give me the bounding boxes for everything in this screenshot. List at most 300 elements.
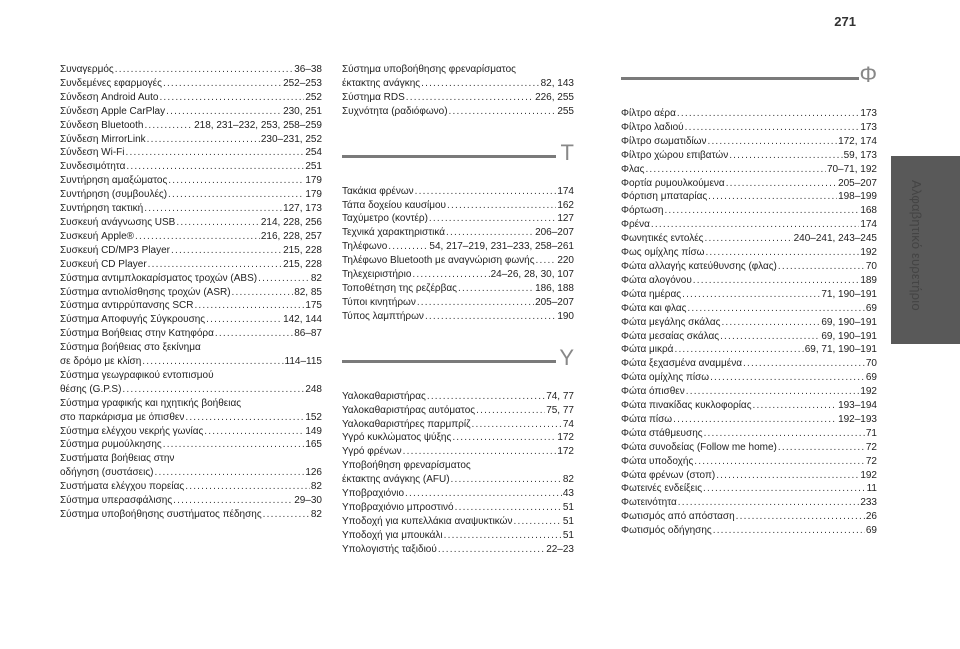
entry-term: Ταχύμετρο (κοντέρ) bbox=[342, 213, 428, 225]
dot-leader bbox=[159, 91, 304, 105]
entry-pages: 233 bbox=[860, 497, 877, 509]
entry-term: Φώτα ξεχασμένα αναμμένα bbox=[621, 358, 742, 370]
index-entry bbox=[621, 385, 877, 399]
index-entry bbox=[621, 496, 877, 510]
entry-pages: 69, 190–191 bbox=[821, 330, 877, 342]
entry-pages: 152 bbox=[305, 411, 322, 423]
index-entry bbox=[621, 246, 877, 260]
index-entry bbox=[342, 185, 574, 199]
index-entry bbox=[342, 390, 574, 404]
entry-term: θέσης (G.P.S) bbox=[60, 383, 122, 395]
entry-pages: 252 bbox=[305, 91, 322, 103]
dot-leader bbox=[476, 404, 545, 418]
index-entry bbox=[342, 296, 574, 310]
dot-leader bbox=[685, 121, 860, 135]
entry-term: Υποδοχή για κυπελλάκια αναψυκτικών bbox=[342, 515, 513, 527]
dot-leader bbox=[173, 494, 293, 508]
section-tab bbox=[891, 156, 960, 344]
entry-pages: 255 bbox=[557, 105, 574, 117]
index-entry bbox=[621, 427, 877, 441]
entry-pages: 22–23 bbox=[546, 543, 574, 555]
entry-pages: 251 bbox=[305, 161, 322, 173]
entry-term: οδήγηση (συστάσεις) bbox=[60, 467, 154, 479]
entry-term: Συσκευή CD/MP3 Player bbox=[60, 244, 170, 256]
entry-term: Υαλοκαθαριστήρας αυτόματος bbox=[342, 404, 476, 416]
entry-list bbox=[342, 63, 574, 119]
dot-leader bbox=[729, 149, 842, 163]
index-entry bbox=[60, 425, 322, 439]
entry-pages: 71, 190–191 bbox=[821, 288, 877, 300]
entry-pages: 82, 143 bbox=[540, 77, 574, 89]
entry-pages: 127, 173 bbox=[283, 203, 322, 215]
dot-leader bbox=[686, 385, 860, 399]
entry-term: Φίλτρο χώρου επιβατών bbox=[621, 149, 729, 161]
entry-pages: 69, 190–191 bbox=[821, 316, 877, 328]
dot-leader bbox=[704, 427, 865, 441]
dot-leader bbox=[185, 411, 304, 425]
dot-leader bbox=[677, 107, 859, 121]
entry-term: Τάπα δοχείου καυσίμου bbox=[342, 199, 447, 211]
index-entry bbox=[60, 286, 322, 300]
index-entry bbox=[621, 455, 877, 469]
entry-pages: 173 bbox=[860, 121, 877, 133]
entry-term: Φώτα όπισθεν bbox=[621, 386, 685, 398]
entry-pages: 82 bbox=[310, 481, 322, 493]
entry-term: Φως ομίχλης πίσω bbox=[621, 247, 705, 259]
index-entry bbox=[60, 188, 322, 202]
dot-leader bbox=[753, 399, 838, 413]
dot-leader bbox=[403, 445, 557, 459]
entry-term: Φώτα μικρά bbox=[621, 344, 674, 356]
entry-term: Φώτα πίσω bbox=[621, 413, 673, 425]
entry-pages: 51 bbox=[562, 515, 574, 527]
dot-leader bbox=[185, 480, 310, 494]
index-entry bbox=[621, 121, 877, 135]
dot-leader bbox=[171, 244, 282, 258]
index-entry-heading: Σύστημα υποβοήθησης φρεναρίσματος bbox=[342, 64, 516, 75]
index-entry bbox=[342, 212, 574, 226]
entry-pages: 175 bbox=[305, 300, 322, 312]
entry-pages: 74 bbox=[562, 418, 574, 430]
index-entry bbox=[621, 163, 877, 177]
entry-list bbox=[342, 390, 574, 557]
dot-leader bbox=[168, 188, 304, 202]
entry-term: Φώτα στάθμευσης bbox=[621, 427, 703, 439]
index-entry bbox=[621, 469, 877, 483]
entry-pages: 192 bbox=[860, 386, 877, 398]
entry-pages: 172 bbox=[557, 446, 574, 458]
index-entry bbox=[60, 160, 322, 174]
index-entry bbox=[621, 274, 877, 288]
entry-pages: 72 bbox=[865, 455, 877, 467]
index-entry bbox=[60, 411, 322, 425]
entry-pages: 214, 228, 256 bbox=[260, 216, 322, 228]
dot-leader bbox=[710, 371, 865, 385]
entry-term: Σύστημα αντιρρύπανσης SCR bbox=[60, 300, 194, 312]
entry-pages: 193–194 bbox=[838, 400, 877, 412]
index-entry bbox=[60, 202, 322, 216]
dot-leader bbox=[148, 258, 282, 272]
entry-pages: 51 bbox=[562, 501, 574, 513]
index-entry bbox=[342, 254, 574, 268]
entry-term: Υποβραχιόνιο μπροστινό bbox=[342, 501, 454, 513]
index-entry bbox=[342, 77, 574, 91]
entry-term: έκτακτης ανάγκης bbox=[342, 77, 421, 89]
entry-pages: 69 bbox=[865, 302, 877, 314]
index-entry bbox=[621, 357, 877, 371]
entry-pages: 215, 228 bbox=[283, 244, 322, 256]
index-entry bbox=[60, 383, 322, 397]
entry-term: Φίλτρο λαδιού bbox=[621, 121, 684, 133]
index-entry bbox=[621, 107, 877, 121]
entry-term: Σύνδεση Wi-Fi bbox=[60, 147, 125, 159]
entry-list bbox=[621, 107, 877, 538]
entry-pages: 252–253 bbox=[283, 77, 322, 89]
dot-leader bbox=[716, 469, 859, 483]
entry-pages: 173 bbox=[860, 108, 877, 119]
letter-phi: Φ bbox=[859, 62, 877, 87]
entry-pages: 218, 231–232, 253, 258–259 bbox=[194, 119, 322, 131]
entry-pages: 82, 85 bbox=[294, 286, 322, 298]
entry-pages: 127 bbox=[557, 213, 574, 225]
dot-leader bbox=[421, 77, 540, 91]
entry-term: Φώτα ημέρας bbox=[621, 288, 682, 300]
index-entry bbox=[621, 135, 877, 149]
index-entry bbox=[342, 529, 574, 543]
entry-term: Φόρτιση μπαταρίας bbox=[621, 191, 708, 203]
index-column-1 bbox=[60, 63, 322, 522]
entry-pages: 114–115 bbox=[284, 356, 322, 368]
entry-term: Σύστημα ρυμούλκησης bbox=[60, 439, 162, 451]
entry-pages: 70–71, 192 bbox=[826, 163, 877, 175]
entry-term: Σύστημα Αποφυγής Σύγκρουσης bbox=[60, 314, 206, 326]
entry-pages: 82 bbox=[310, 509, 322, 520]
entry-pages: 172, 174 bbox=[838, 135, 877, 147]
entry-pages: 24–26, 28, 30, 107 bbox=[490, 269, 574, 281]
index-entry-heading: Σύστημα γεωγραφικού εντοπισμού bbox=[60, 369, 214, 381]
entry-pages: 82 bbox=[310, 272, 322, 284]
index-entry bbox=[342, 515, 574, 529]
dot-leader bbox=[166, 105, 282, 119]
dot-leader bbox=[168, 174, 304, 188]
index-entry bbox=[342, 501, 574, 515]
index-entry bbox=[60, 105, 322, 119]
entry-term: Συναγερμός bbox=[60, 64, 114, 75]
index-entry bbox=[60, 216, 322, 230]
index-entry bbox=[60, 327, 322, 341]
index-entry bbox=[621, 260, 877, 274]
entry-pages: 254 bbox=[305, 147, 322, 159]
entry-term: Συχνότητα (ραδιόφωνο) bbox=[342, 105, 448, 117]
dot-leader bbox=[703, 482, 866, 496]
header-rule bbox=[342, 155, 556, 158]
entry-term: Συνδεμένες εφαρμογές bbox=[60, 77, 162, 89]
entry-term: Τηλέφωνο Bluetooth με αναγνώριση φωνής bbox=[342, 255, 535, 267]
entry-pages: 126 bbox=[305, 467, 322, 479]
index-entry bbox=[60, 63, 322, 77]
entry-pages: 179 bbox=[305, 189, 322, 201]
dot-leader bbox=[412, 268, 489, 282]
entry-term: Φώτα ομίχλης πίσω bbox=[621, 372, 710, 384]
entry-pages: 86–87 bbox=[294, 328, 322, 340]
index-entry bbox=[342, 418, 574, 432]
dot-leader bbox=[778, 441, 865, 455]
index-entry bbox=[60, 244, 322, 258]
dot-leader bbox=[682, 288, 820, 302]
index-entry bbox=[60, 494, 322, 508]
entry-term: Φλας bbox=[621, 163, 645, 175]
dot-leader bbox=[721, 316, 820, 330]
index-entry-heading: Σύστημα βοήθειας στο ξεκίνημα bbox=[60, 342, 201, 354]
entry-term: Φώτα συνοδείας (Follow me home) bbox=[621, 441, 777, 453]
page-number: 271 bbox=[834, 14, 856, 29]
entry-term: Υποδοχή για μπουκάλι bbox=[342, 529, 443, 541]
dot-leader bbox=[427, 390, 545, 404]
index-entry bbox=[342, 487, 574, 501]
index-column-2 bbox=[342, 63, 574, 557]
index-entry bbox=[60, 174, 322, 188]
entry-pages: 192 bbox=[860, 469, 877, 481]
dot-leader bbox=[415, 185, 557, 199]
dot-leader bbox=[449, 105, 557, 119]
index-entry bbox=[60, 258, 322, 272]
entry-term: Φόρτωση bbox=[621, 205, 664, 217]
dot-leader bbox=[147, 133, 260, 147]
index-entry bbox=[342, 404, 574, 418]
index-entry bbox=[621, 330, 877, 344]
entry-term: Συντήρηση αμαξώματος bbox=[60, 175, 168, 187]
dot-leader bbox=[204, 425, 304, 439]
dot-leader bbox=[444, 529, 562, 543]
index-entry bbox=[621, 482, 877, 496]
entry-term: Σύστημα υπερασφάλισης bbox=[60, 495, 173, 507]
entry-term: Τακάκια φρένων bbox=[342, 185, 414, 197]
entry-pages: 205–207 bbox=[838, 177, 877, 189]
dot-leader bbox=[388, 240, 428, 254]
dot-leader bbox=[115, 63, 293, 77]
entry-pages: 59, 173 bbox=[843, 149, 877, 161]
index-entry bbox=[60, 91, 322, 105]
entry-term: Συντήρηση τακτική bbox=[60, 203, 144, 215]
dot-leader bbox=[142, 355, 283, 369]
dot-leader bbox=[705, 246, 859, 260]
entry-pages: 43 bbox=[562, 488, 574, 500]
entry-pages: 226, 255 bbox=[535, 91, 574, 103]
dot-leader bbox=[446, 226, 534, 240]
entry-term: Τύπος λαμπτήρων bbox=[342, 310, 424, 322]
index-entry bbox=[342, 282, 574, 296]
dot-leader bbox=[726, 177, 837, 191]
index-entry bbox=[342, 445, 574, 459]
dot-leader bbox=[417, 296, 534, 310]
entry-term: Σύστημα αντιμπλοκαρίσματος τροχών (ABS) bbox=[60, 272, 258, 284]
dot-leader bbox=[155, 466, 305, 480]
dot-leader bbox=[438, 543, 545, 557]
index-entry-heading: Σύστημα γραφικής και ηχητικής βοήθειας bbox=[60, 397, 242, 409]
dot-leader bbox=[135, 230, 260, 244]
index-entry bbox=[60, 313, 322, 327]
index-entry bbox=[60, 230, 322, 244]
letter-header-upsilon bbox=[342, 334, 574, 386]
entry-pages: 179 bbox=[305, 175, 322, 187]
index-entry bbox=[60, 272, 322, 286]
index-entry bbox=[621, 232, 877, 246]
dot-leader bbox=[536, 254, 557, 268]
index-entry bbox=[342, 240, 574, 254]
entry-term: Σύνδεση MirrorLink bbox=[60, 133, 146, 145]
entry-pages: 70 bbox=[865, 260, 877, 272]
entry-term: σε δρόμο με κλίση bbox=[60, 356, 142, 368]
index-entry bbox=[60, 508, 322, 522]
index-entry bbox=[621, 288, 877, 302]
section-label: Αλφαβητικό ευρετήριο bbox=[909, 180, 924, 311]
entry-pages: 216, 228, 257 bbox=[260, 230, 322, 242]
dot-leader bbox=[664, 204, 859, 218]
dot-leader bbox=[406, 91, 534, 105]
entry-pages: 240–241, 243–245 bbox=[793, 233, 877, 245]
dot-leader bbox=[705, 232, 793, 246]
entry-pages: 172 bbox=[557, 432, 574, 444]
entry-term: Φώτα και φλας bbox=[621, 302, 687, 314]
entry-term: Φωτισμός από απόσταση bbox=[621, 511, 735, 523]
entry-term: Σύνδεση Apple CarPlay bbox=[60, 105, 166, 117]
entry-term: Σύστημα υποβοήθησης συστήματος πέδησης bbox=[60, 509, 262, 520]
entry-pages: 174 bbox=[557, 185, 574, 197]
entry-term: Υπολογιστής ταξιδιού bbox=[342, 543, 437, 555]
entry-term: Φώτα πινακίδας κυκλοφορίας bbox=[621, 400, 752, 412]
dot-leader bbox=[455, 501, 562, 515]
letter-upsilon: Υ bbox=[559, 344, 574, 370]
entry-term: Φωτεινές ενδείξεις bbox=[621, 483, 703, 495]
entry-term: Φώτα μεσαίας σκάλας bbox=[621, 330, 720, 342]
entry-term: Συσκευή CD Player bbox=[60, 258, 147, 270]
dot-leader bbox=[176, 216, 259, 230]
index-entry bbox=[342, 226, 574, 240]
dot-leader bbox=[144, 202, 282, 216]
index-entry bbox=[621, 441, 877, 455]
entry-term: Φίλτρο σωματιδίων bbox=[621, 135, 707, 147]
letter-tau: Τ bbox=[560, 139, 574, 165]
entry-term: Υγρό κυκλώματος ψύξης bbox=[342, 432, 452, 444]
index-entry bbox=[621, 190, 877, 204]
entry-pages: 69, 71, 190–191 bbox=[804, 344, 877, 356]
dot-leader bbox=[126, 160, 304, 174]
index-entry bbox=[621, 177, 877, 191]
index-entry bbox=[342, 431, 574, 445]
header-rule bbox=[621, 77, 859, 80]
entry-pages: 11 bbox=[866, 483, 877, 495]
entry-term: Σύστημα ελέγχου νεκρής γωνίας bbox=[60, 425, 204, 437]
dot-leader bbox=[194, 299, 304, 313]
entry-pages: 230–231, 252 bbox=[260, 133, 322, 145]
dot-leader bbox=[452, 431, 556, 445]
index-entry bbox=[342, 543, 574, 557]
index-entry bbox=[342, 199, 574, 213]
entry-pages: 36–38 bbox=[294, 64, 322, 75]
entry-term: Συσκευή Apple® bbox=[60, 230, 135, 242]
entry-list bbox=[60, 63, 322, 522]
index-entry bbox=[342, 91, 574, 105]
entry-pages: 82 bbox=[562, 474, 574, 486]
dot-leader bbox=[163, 77, 282, 91]
dot-leader bbox=[425, 310, 556, 324]
dot-leader bbox=[678, 496, 860, 510]
index-entry-heading: Υποβοήθηση φρεναρίσματος bbox=[342, 460, 471, 472]
dot-leader bbox=[263, 508, 310, 522]
entry-term: Φώτα φρένων (στοπ) bbox=[621, 469, 716, 481]
dot-leader bbox=[451, 473, 562, 487]
entry-pages: 162 bbox=[557, 199, 574, 211]
entry-term: Σύνδεση Bluetooth bbox=[60, 119, 144, 131]
entry-term: Σύστημα Βοήθειας στην Κατηφόρα bbox=[60, 328, 214, 340]
dot-leader bbox=[122, 383, 304, 397]
dot-leader bbox=[707, 135, 837, 149]
index-entry bbox=[60, 299, 322, 313]
index-column-3 bbox=[621, 63, 877, 538]
dot-leader bbox=[513, 515, 561, 529]
entry-term: Σύνδεση Android Auto bbox=[60, 91, 159, 103]
dot-leader bbox=[447, 199, 556, 213]
entry-pages: 248 bbox=[305, 383, 322, 395]
index-entry bbox=[60, 119, 322, 133]
entry-list bbox=[342, 185, 574, 324]
entry-term: Σύστημα RDS bbox=[342, 91, 405, 103]
entry-pages: 142, 144 bbox=[283, 314, 322, 326]
entry-term: Υαλοκαθαριστήρες παρμπρίζ bbox=[342, 418, 471, 430]
dot-leader bbox=[405, 487, 562, 501]
index-entry bbox=[621, 302, 877, 316]
entry-term: Υγρό φρένων bbox=[342, 446, 402, 458]
entry-term: Φορτία ρυμουλκούμενα bbox=[621, 177, 725, 189]
index-entry bbox=[621, 316, 877, 330]
entry-term: Φώτα μεγάλης σκάλας bbox=[621, 316, 721, 328]
dot-leader bbox=[713, 524, 865, 538]
index-entry bbox=[60, 480, 322, 494]
dot-leader bbox=[694, 455, 865, 469]
entry-pages: 230, 251 bbox=[283, 105, 322, 117]
entry-term: Τηλεχειριστήριο bbox=[342, 269, 412, 281]
dot-leader bbox=[651, 218, 859, 232]
index-entry bbox=[621, 413, 877, 427]
index-entry bbox=[60, 77, 322, 91]
entry-term: Τεχνικά χαρακτηριστικά bbox=[342, 227, 446, 239]
entry-pages: 192–193 bbox=[838, 413, 877, 425]
index-entry bbox=[60, 438, 322, 452]
index-entry bbox=[621, 149, 877, 163]
index-entry bbox=[621, 343, 877, 357]
entry-term: Υαλοκαθαριστήρας bbox=[342, 390, 426, 402]
dot-leader bbox=[645, 163, 826, 177]
index-entry bbox=[621, 510, 877, 524]
dot-leader bbox=[736, 510, 865, 524]
dot-leader bbox=[258, 272, 310, 286]
entry-pages: 51 bbox=[562, 529, 574, 541]
entry-pages: 69 bbox=[865, 372, 877, 384]
entry-term: Φώτα υποδοχής bbox=[621, 455, 694, 467]
entry-pages: 205–207 bbox=[535, 296, 574, 308]
entry-pages: 149 bbox=[305, 425, 322, 437]
entry-term: Συντήρηση (συμβουλές) bbox=[60, 189, 168, 201]
dot-leader bbox=[720, 330, 820, 344]
entry-pages: 206–207 bbox=[535, 227, 574, 239]
letter-header-phi bbox=[621, 51, 877, 103]
entry-pages: 168 bbox=[860, 205, 877, 217]
dot-leader bbox=[126, 146, 305, 160]
index-entry bbox=[60, 133, 322, 147]
entry-term: Φίλτρο αέρα bbox=[621, 108, 676, 119]
dot-leader bbox=[674, 343, 803, 357]
dot-leader bbox=[232, 286, 294, 300]
